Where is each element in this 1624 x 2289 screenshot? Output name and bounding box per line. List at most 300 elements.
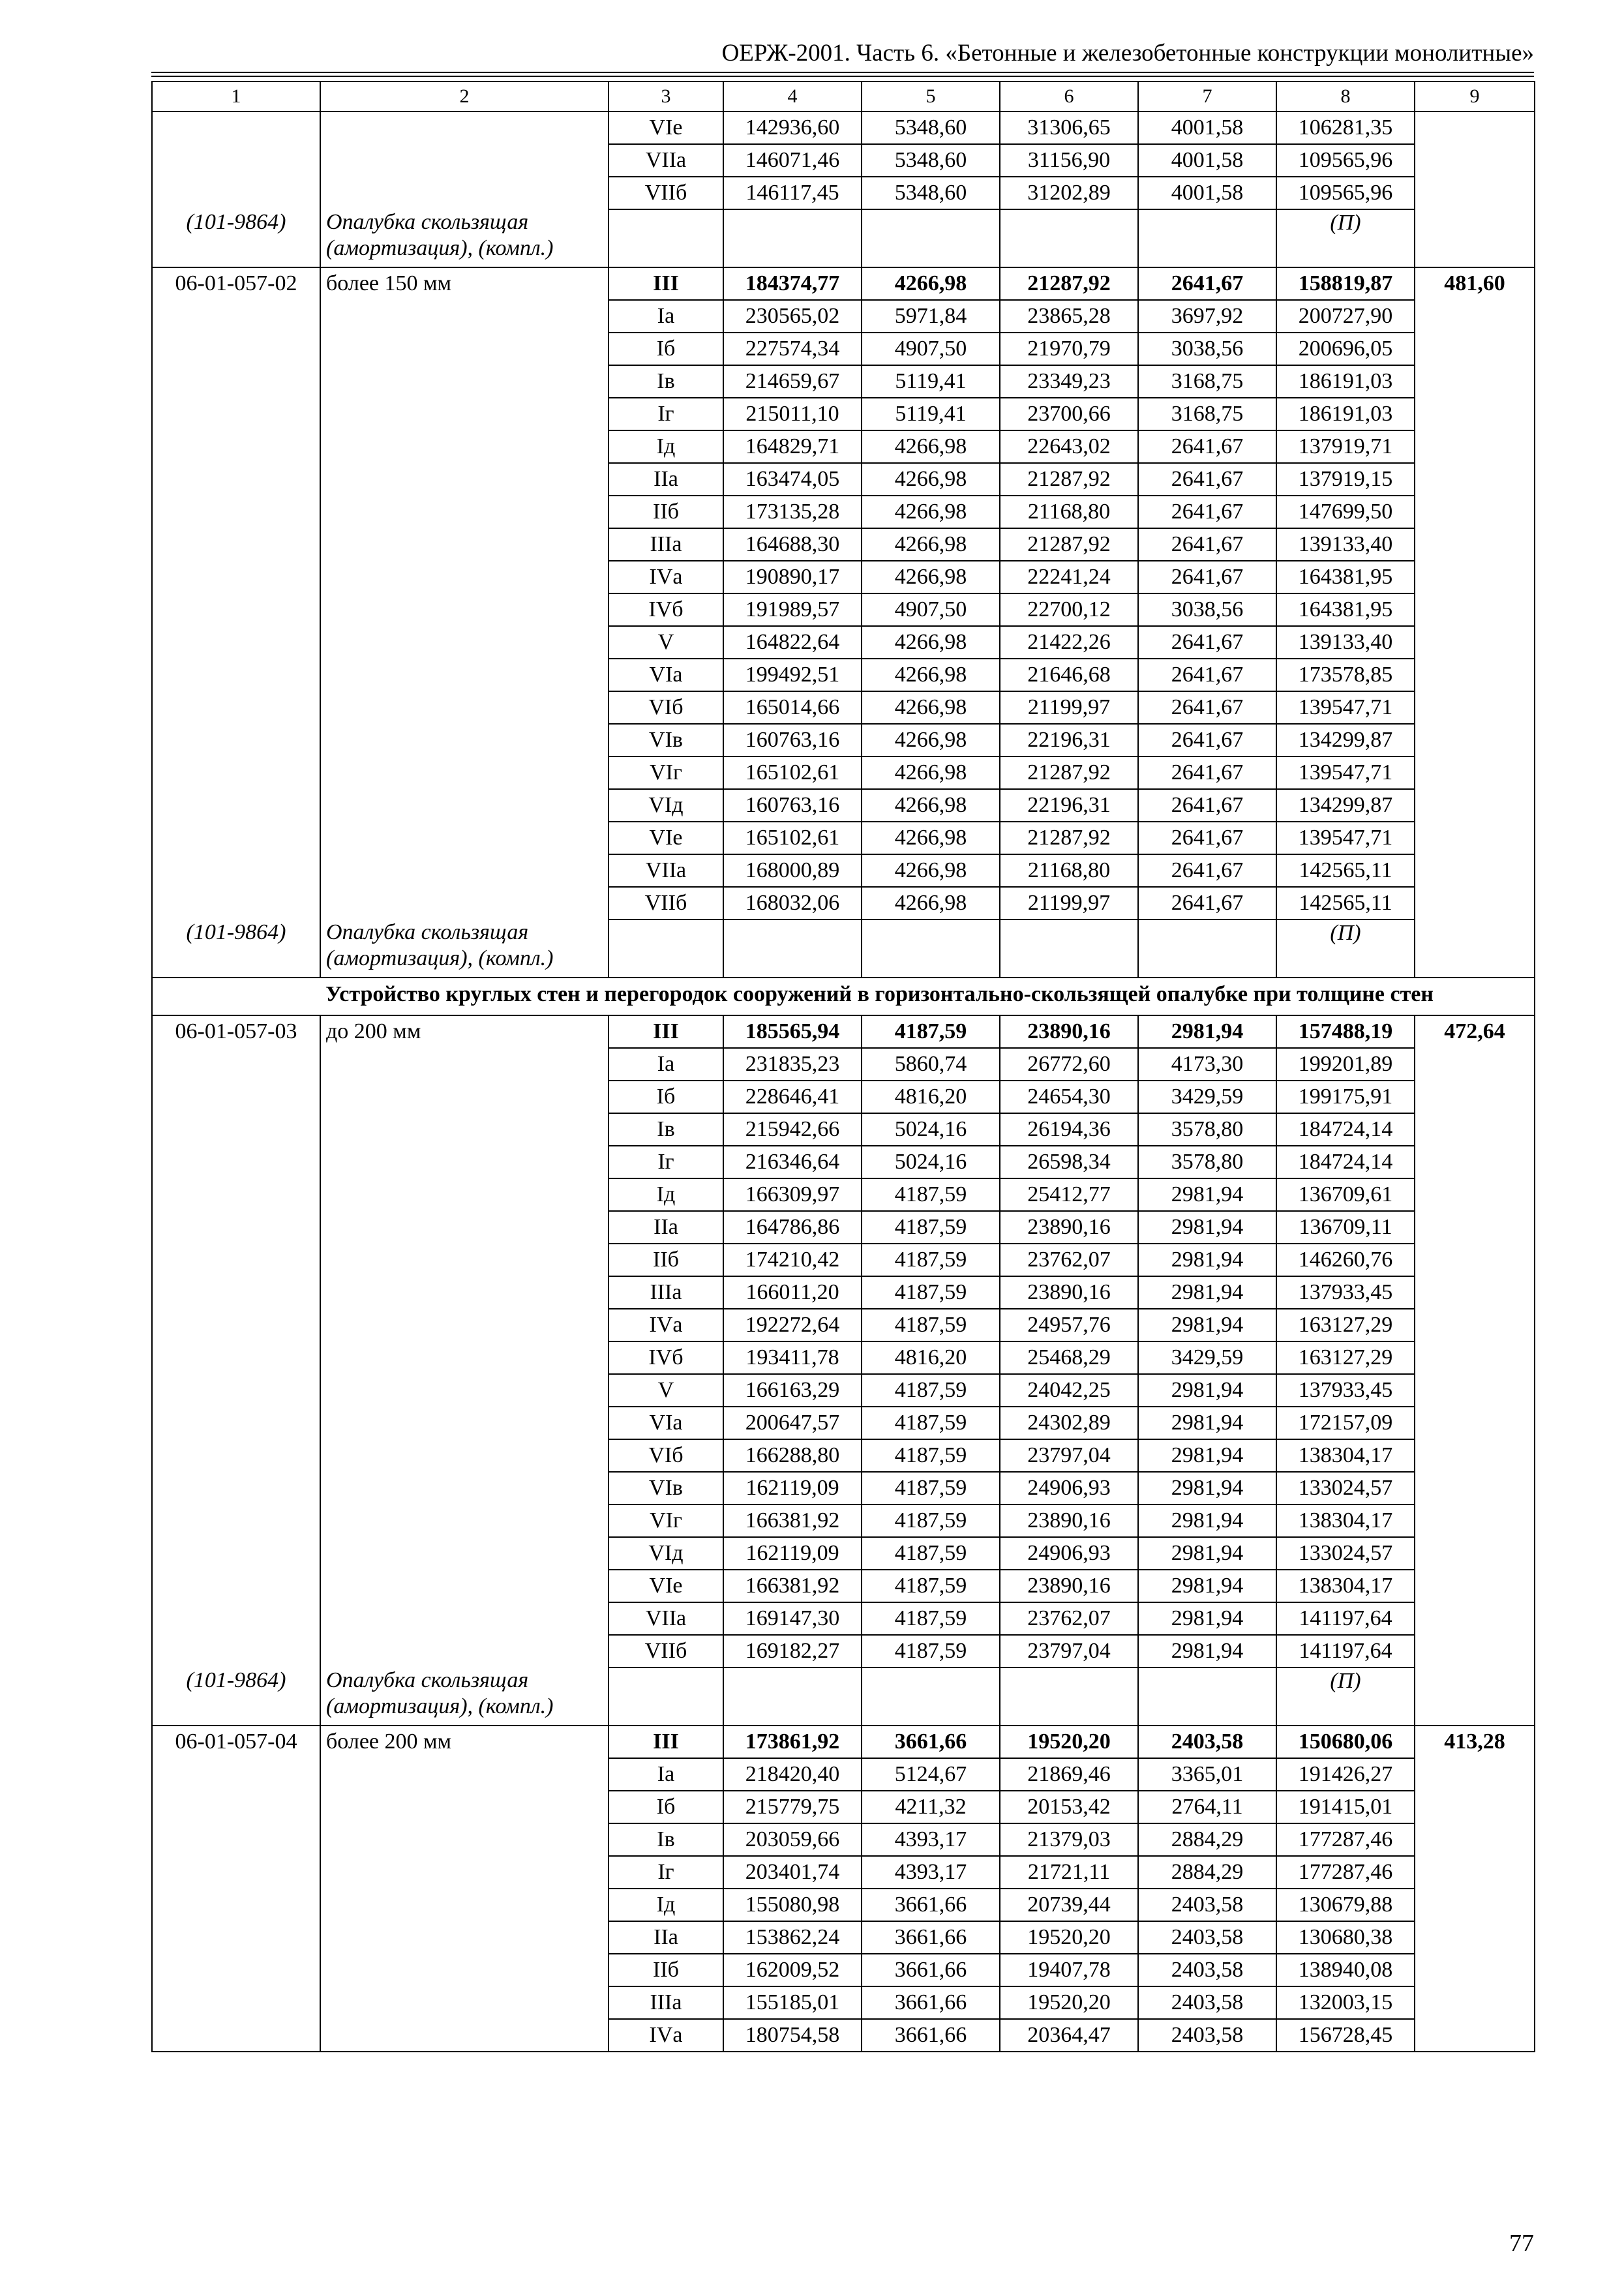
machine-cost-cell: 21199,97 [1000,691,1138,724]
labor-hours-cell [1415,1374,1535,1407]
rate-code-cell [152,1954,320,1986]
operator-wages-cell: 2403,58 [1138,2019,1276,2052]
operator-wages-cell: 2764,11 [1138,1791,1276,1823]
work-name-cell [320,1635,609,1668]
operator-wages-cell: 2981,94 [1138,1276,1276,1309]
work-name-cell: Опалубка скользящая (амортизация), (компл.) [320,920,609,978]
machine-cost-cell: 20739,44 [1000,1889,1138,1921]
materials-cost-cell: 139133,40 [1276,528,1415,561]
work-name-cell: Опалубка скользящая (амортизация), (компл.) [320,209,609,267]
table-row [152,177,1535,209]
materials-cost-cell: 134299,87 [1276,789,1415,822]
operator-wages-cell: 2641,67 [1138,528,1276,561]
operator-wages-cell: 2641,67 [1138,626,1276,659]
labor-cost-cell: 3661,66 [862,1954,1000,1986]
zone-code-cell: VIг [609,756,723,789]
zone-code-cell: Iб [609,1081,723,1113]
zone-code-cell: VIг [609,1504,723,1537]
zone-code-cell [609,1668,723,1726]
work-name-cell [320,1537,609,1570]
labor-hours-cell: 413,28 [1415,1726,1535,1758]
rate-code-cell [152,177,320,209]
materials-cost-cell: 136709,11 [1276,1211,1415,1244]
rate-code-cell [152,626,320,659]
machine-cost-cell: 21422,26 [1000,626,1138,659]
work-name-cell [320,1374,609,1407]
labor-hours-cell [1415,854,1535,887]
machine-cost-cell: 20364,47 [1000,2019,1138,2052]
machine-cost-cell: 21199,97 [1000,887,1138,920]
work-name-cell [320,1048,609,1081]
machine-cost-cell: 24654,30 [1000,1081,1138,1113]
direct-cost-cell: 203401,74 [723,1856,862,1889]
direct-cost-cell: 160763,16 [723,724,862,756]
zone-code-cell: IVа [609,2019,723,2052]
materials-cost-cell: 141197,64 [1276,1602,1415,1635]
operator-wages-cell: 2981,94 [1138,1537,1276,1570]
zone-code-cell: V [609,626,723,659]
rate-code-cell [152,1341,320,1374]
rate-code-cell [152,1823,320,1856]
work-name-cell [320,300,609,333]
work-name-cell [320,1439,609,1472]
table-row [152,1537,1535,1570]
labor-hours-cell [1415,1954,1535,1986]
rate-code-cell [152,333,320,365]
zone-code-cell [609,209,723,267]
zone-code-cell: Iа [609,1048,723,1081]
zone-code-cell: Iа [609,300,723,333]
labor-hours-cell [1415,333,1535,365]
table-row [152,1439,1535,1472]
materials-cost-cell: 138304,17 [1276,1504,1415,1537]
zone-code-cell: IIб [609,1954,723,1986]
machine-cost-cell: 31306,65 [1000,112,1138,144]
header-rule [151,72,1534,77]
direct-cost-cell: 164786,86 [723,1211,862,1244]
direct-cost-cell: 173861,92 [723,1726,862,1758]
operator-wages-cell: 3038,56 [1138,333,1276,365]
materials-cost-cell: 191415,01 [1276,1791,1415,1823]
work-name-cell [320,1954,609,1986]
operator-wages-cell: 2403,58 [1138,1921,1276,1954]
operator-wages-cell: 2641,67 [1138,496,1276,528]
materials-cost-cell: 137933,45 [1276,1276,1415,1309]
work-name-cell [320,1146,609,1178]
direct-cost-cell: 169182,27 [723,1635,862,1668]
table-row [152,1309,1535,1341]
direct-cost-cell: 185565,94 [723,1015,862,1048]
labor-cost-cell: 3661,66 [862,2019,1000,2052]
direct-cost-cell: 174210,42 [723,1244,862,1276]
zone-code-cell: VIIб [609,177,723,209]
table-row [152,365,1535,398]
machine-cost-cell: 25412,77 [1000,1178,1138,1211]
materials-cost-cell: 191426,27 [1276,1758,1415,1791]
work-name-cell [320,1986,609,2019]
labor-hours-cell [1415,789,1535,822]
labor-hours-cell [1415,1823,1535,1856]
direct-cost-cell [723,209,862,267]
rate-code-cell [152,112,320,144]
labor-cost-cell: 4266,98 [862,691,1000,724]
zone-code-cell: VIе [609,1570,723,1602]
work-name-cell [320,144,609,177]
rate-code-cell: 06-01-057-02 [152,267,320,300]
machine-cost-cell: 23890,16 [1000,1015,1138,1048]
labor-cost-cell: 5119,41 [862,398,1000,430]
zone-code-cell: Iв [609,365,723,398]
materials-cost-cell: 142565,11 [1276,854,1415,887]
rate-code-cell [152,365,320,398]
machine-cost-cell: 23865,28 [1000,300,1138,333]
labor-cost-cell: 4393,17 [862,1856,1000,1889]
labor-cost-cell: 4266,98 [862,267,1000,300]
work-name-cell [320,724,609,756]
labor-hours-cell [1415,1602,1535,1635]
table-row [152,2019,1535,2052]
materials-cost-cell: 164381,95 [1276,593,1415,626]
table-row [152,1146,1535,1178]
machine-cost-cell: 23762,07 [1000,1244,1138,1276]
table-row [152,1726,1535,1758]
table-row [152,496,1535,528]
table-row [152,561,1535,593]
table-row [152,1758,1535,1791]
labor-hours-cell [1415,1341,1535,1374]
zone-code-cell: VIIб [609,887,723,920]
operator-wages-cell: 2403,58 [1138,1889,1276,1921]
labor-hours-cell [1415,463,1535,496]
labor-cost-cell [862,209,1000,267]
work-name-cell [320,822,609,854]
rate-code-cell [152,528,320,561]
labor-hours-cell [1415,1439,1535,1472]
labor-cost-cell: 4187,59 [862,1178,1000,1211]
operator-wages-cell: 2981,94 [1138,1015,1276,1048]
labor-cost-cell: 3661,66 [862,1726,1000,1758]
work-name-cell [320,2019,609,2052]
machine-cost-cell: 21287,92 [1000,756,1138,789]
machine-cost-cell: 21869,46 [1000,1758,1138,1791]
rate-code-cell [152,854,320,887]
labor-cost-cell: 3661,66 [862,1889,1000,1921]
direct-cost-cell: 191989,57 [723,593,862,626]
labor-cost-cell: 4266,98 [862,887,1000,920]
rate-code-cell [152,1439,320,1472]
direct-cost-cell: 231835,23 [723,1048,862,1081]
direct-cost-cell: 155080,98 [723,1889,862,1921]
machine-cost-cell: 24906,93 [1000,1472,1138,1504]
machine-cost-cell: 23762,07 [1000,1602,1138,1635]
machine-cost-cell: 24302,89 [1000,1407,1138,1439]
rate-code-cell [152,1602,320,1635]
materials-cost-cell: 173578,85 [1276,659,1415,691]
work-name-cell [320,1504,609,1537]
zone-code-cell [609,920,723,978]
materials-cost-cell: 164381,95 [1276,561,1415,593]
rate-code-cell [152,2019,320,2052]
materials-cost-cell: 200727,90 [1276,300,1415,333]
labor-cost-cell: 4187,59 [862,1635,1000,1668]
labor-hours-cell [1415,528,1535,561]
labor-hours-cell: 472,64 [1415,1015,1535,1048]
resource-row [152,1668,1535,1726]
work-name-cell [320,854,609,887]
zone-code-cell: VIа [609,1407,723,1439]
operator-wages-cell: 3697,92 [1138,300,1276,333]
column-number-row [152,82,1535,112]
rate-code-cell [152,1472,320,1504]
direct-cost-cell: 163474,05 [723,463,862,496]
zone-code-cell: Iг [609,398,723,430]
labor-hours-cell [1415,1889,1535,1921]
column-number: 3 [609,82,723,112]
rate-code-cell [152,1211,320,1244]
materials-cost-cell: 184724,14 [1276,1146,1415,1178]
zone-code-cell: VIIб [609,1635,723,1668]
materials-cost-cell: 186191,03 [1276,398,1415,430]
machine-cost-cell: 23797,04 [1000,1635,1138,1668]
operator-wages-cell: 2981,94 [1138,1635,1276,1668]
zone-code-cell: VIIа [609,1602,723,1635]
direct-cost-cell: 165014,66 [723,691,862,724]
operator-wages-cell: 2641,67 [1138,822,1276,854]
work-name-cell [320,1570,609,1602]
rate-code-cell [152,1113,320,1146]
materials-cost-cell: 186191,03 [1276,365,1415,398]
materials-cost-cell: 137919,71 [1276,430,1415,463]
machine-cost-cell: 24042,25 [1000,1374,1138,1407]
direct-cost-cell: 166163,29 [723,1374,862,1407]
materials-cost-cell: 132003,15 [1276,1986,1415,2019]
table-row [152,1048,1535,1081]
direct-cost-cell: 168032,06 [723,887,862,920]
machine-cost-cell: 22643,02 [1000,430,1138,463]
zone-code-cell: IIIа [609,1276,723,1309]
rate-code-cell [152,1635,320,1668]
direct-cost-cell: 190890,17 [723,561,862,593]
labor-cost-cell: 4266,98 [862,724,1000,756]
operator-wages-cell: 2403,58 [1138,1986,1276,2019]
operator-wages-cell: 2641,67 [1138,430,1276,463]
machine-cost-cell: 21287,92 [1000,463,1138,496]
direct-cost-cell: 164829,71 [723,430,862,463]
labor-hours-cell [1415,1113,1535,1146]
work-name-cell [320,561,609,593]
work-name-cell [320,333,609,365]
operator-wages-cell: 2981,94 [1138,1244,1276,1276]
operator-wages-cell: 3365,01 [1138,1758,1276,1791]
operator-wages-cell: 2981,94 [1138,1211,1276,1244]
machine-cost-cell: 21287,92 [1000,528,1138,561]
zone-code-cell: VIе [609,822,723,854]
table-body [152,82,1535,2052]
column-number: 6 [1000,82,1138,112]
labor-cost-cell: 4187,59 [862,1211,1000,1244]
machine-cost-cell: 21646,68 [1000,659,1138,691]
table-row [152,528,1535,561]
materials-cost-cell: 138940,08 [1276,1954,1415,1986]
materials-cost-cell: 146260,76 [1276,1244,1415,1276]
zone-code-cell: VIв [609,724,723,756]
table-row [152,1341,1535,1374]
machine-cost-cell: 21287,92 [1000,822,1138,854]
direct-cost-cell: 200647,57 [723,1407,862,1439]
labor-hours-cell [1415,659,1535,691]
direct-cost-cell: 162119,09 [723,1472,862,1504]
direct-cost-cell [723,1668,862,1726]
materials-cost-cell: 139133,40 [1276,626,1415,659]
materials-cost-cell: 177287,46 [1276,1856,1415,1889]
rate-code-cell [152,822,320,854]
zone-code-cell: III [609,267,723,300]
labor-hours-cell [1415,626,1535,659]
materials-cost-cell: 177287,46 [1276,1823,1415,1856]
work-name-cell [320,1211,609,1244]
rate-code-cell [152,593,320,626]
labor-hours-cell [1415,1635,1535,1668]
labor-cost-cell: 5348,60 [862,112,1000,144]
labor-cost-cell: 5024,16 [862,1113,1000,1146]
table-row [152,1954,1535,1986]
zone-code-cell: VIд [609,1537,723,1570]
table-row [152,659,1535,691]
machine-cost-cell: 21168,80 [1000,496,1138,528]
labor-cost-cell: 4211,32 [862,1791,1000,1823]
table-row [152,398,1535,430]
labor-cost-cell: 4266,98 [862,626,1000,659]
direct-cost-cell: 180754,58 [723,2019,862,2052]
labor-hours-cell [1415,1758,1535,1791]
direct-cost-cell: 153862,24 [723,1921,862,1954]
labor-cost-cell: 4187,59 [862,1504,1000,1537]
materials-cost-cell: 199201,89 [1276,1048,1415,1081]
operator-wages-cell: 3429,59 [1138,1341,1276,1374]
zone-code-cell: IIб [609,1244,723,1276]
operator-wages-cell [1138,920,1276,978]
work-name-cell [320,112,609,144]
operator-wages-cell: 2981,94 [1138,1309,1276,1341]
machine-cost-cell: 22196,31 [1000,724,1138,756]
labor-cost-cell: 4393,17 [862,1823,1000,1856]
direct-cost-cell: 169147,30 [723,1602,862,1635]
work-name-cell [320,659,609,691]
work-name-cell [320,593,609,626]
materials-cost-cell: (П) [1276,920,1415,978]
materials-cost-cell: 109565,96 [1276,177,1415,209]
work-name-cell [320,1081,609,1113]
operator-wages-cell: 4001,58 [1138,177,1276,209]
labor-hours-cell [1415,1276,1535,1309]
work-name-cell [320,1791,609,1823]
labor-cost-cell: 5124,67 [862,1758,1000,1791]
labor-cost-cell: 4187,59 [862,1439,1000,1472]
materials-cost-cell: 163127,29 [1276,1309,1415,1341]
rate-code-cell [152,1504,320,1537]
operator-wages-cell: 3168,75 [1138,398,1276,430]
zone-code-cell: VIIа [609,144,723,177]
work-name-cell [320,1178,609,1211]
direct-cost-cell: 166381,92 [723,1504,862,1537]
labor-cost-cell: 4266,98 [862,756,1000,789]
work-name-cell [320,1921,609,1954]
zone-code-cell: Iг [609,1146,723,1178]
labor-hours-cell [1415,1986,1535,2019]
machine-cost-cell: 24906,93 [1000,1537,1138,1570]
labor-hours-cell: 481,60 [1415,267,1535,300]
zone-code-cell: IIа [609,1921,723,1954]
resource-row [152,920,1535,978]
table-row [152,691,1535,724]
work-name-cell [320,887,609,920]
labor-hours-cell [1415,1048,1535,1081]
column-number: 8 [1276,82,1415,112]
table-row [152,822,1535,854]
materials-cost-cell: 139547,71 [1276,756,1415,789]
machine-cost-cell: 22700,12 [1000,593,1138,626]
materials-cost-cell: 136709,61 [1276,1178,1415,1211]
labor-cost-cell: 4187,59 [862,1374,1000,1407]
table-row [152,593,1535,626]
direct-cost-cell: 166309,97 [723,1178,862,1211]
rate-code-cell [152,1146,320,1178]
machine-cost-cell: 22241,24 [1000,561,1138,593]
rate-code-cell [152,1570,320,1602]
machine-cost-cell: 23700,66 [1000,398,1138,430]
machine-cost-cell: 26772,60 [1000,1048,1138,1081]
table-row [152,1472,1535,1504]
machine-cost-cell: 20153,42 [1000,1791,1138,1823]
zone-code-cell: V [609,1374,723,1407]
materials-cost-cell: 184724,14 [1276,1113,1415,1146]
zone-code-cell: IIа [609,1211,723,1244]
materials-cost-cell: 199175,91 [1276,1081,1415,1113]
labor-cost-cell: 4187,59 [862,1570,1000,1602]
operator-wages-cell: 2981,94 [1138,1472,1276,1504]
direct-cost-cell: 218420,40 [723,1758,862,1791]
zone-code-cell: Iа [609,1758,723,1791]
machine-cost-cell [1000,920,1138,978]
work-name-cell [320,1602,609,1635]
labor-hours-cell [1415,144,1535,177]
materials-cost-cell: 130679,88 [1276,1889,1415,1921]
labor-hours-cell [1415,1178,1535,1211]
direct-cost-cell: 146117,45 [723,177,862,209]
labor-cost-cell: 4266,98 [862,528,1000,561]
operator-wages-cell: 2641,67 [1138,756,1276,789]
direct-cost-cell: 155185,01 [723,1986,862,2019]
labor-cost-cell: 4187,59 [862,1472,1000,1504]
labor-cost-cell: 5348,60 [862,177,1000,209]
labor-cost-cell: 4266,98 [862,561,1000,593]
labor-hours-cell [1415,1668,1535,1726]
operator-wages-cell: 2403,58 [1138,1726,1276,1758]
rate-code-cell [152,1758,320,1791]
materials-cost-cell: 147699,50 [1276,496,1415,528]
rate-code-cell: (101-9864) [152,1668,320,1726]
direct-cost-cell: 164822,64 [723,626,862,659]
rate-code-cell [152,1178,320,1211]
operator-wages-cell: 2641,67 [1138,887,1276,920]
operator-wages-cell: 4001,58 [1138,112,1276,144]
zone-code-cell: VIб [609,691,723,724]
machine-cost-cell [1000,209,1138,267]
operator-wages-cell: 2884,29 [1138,1856,1276,1889]
machine-cost-cell: 22196,31 [1000,789,1138,822]
machine-cost-cell: 23890,16 [1000,1570,1138,1602]
rate-code-cell [152,1081,320,1113]
